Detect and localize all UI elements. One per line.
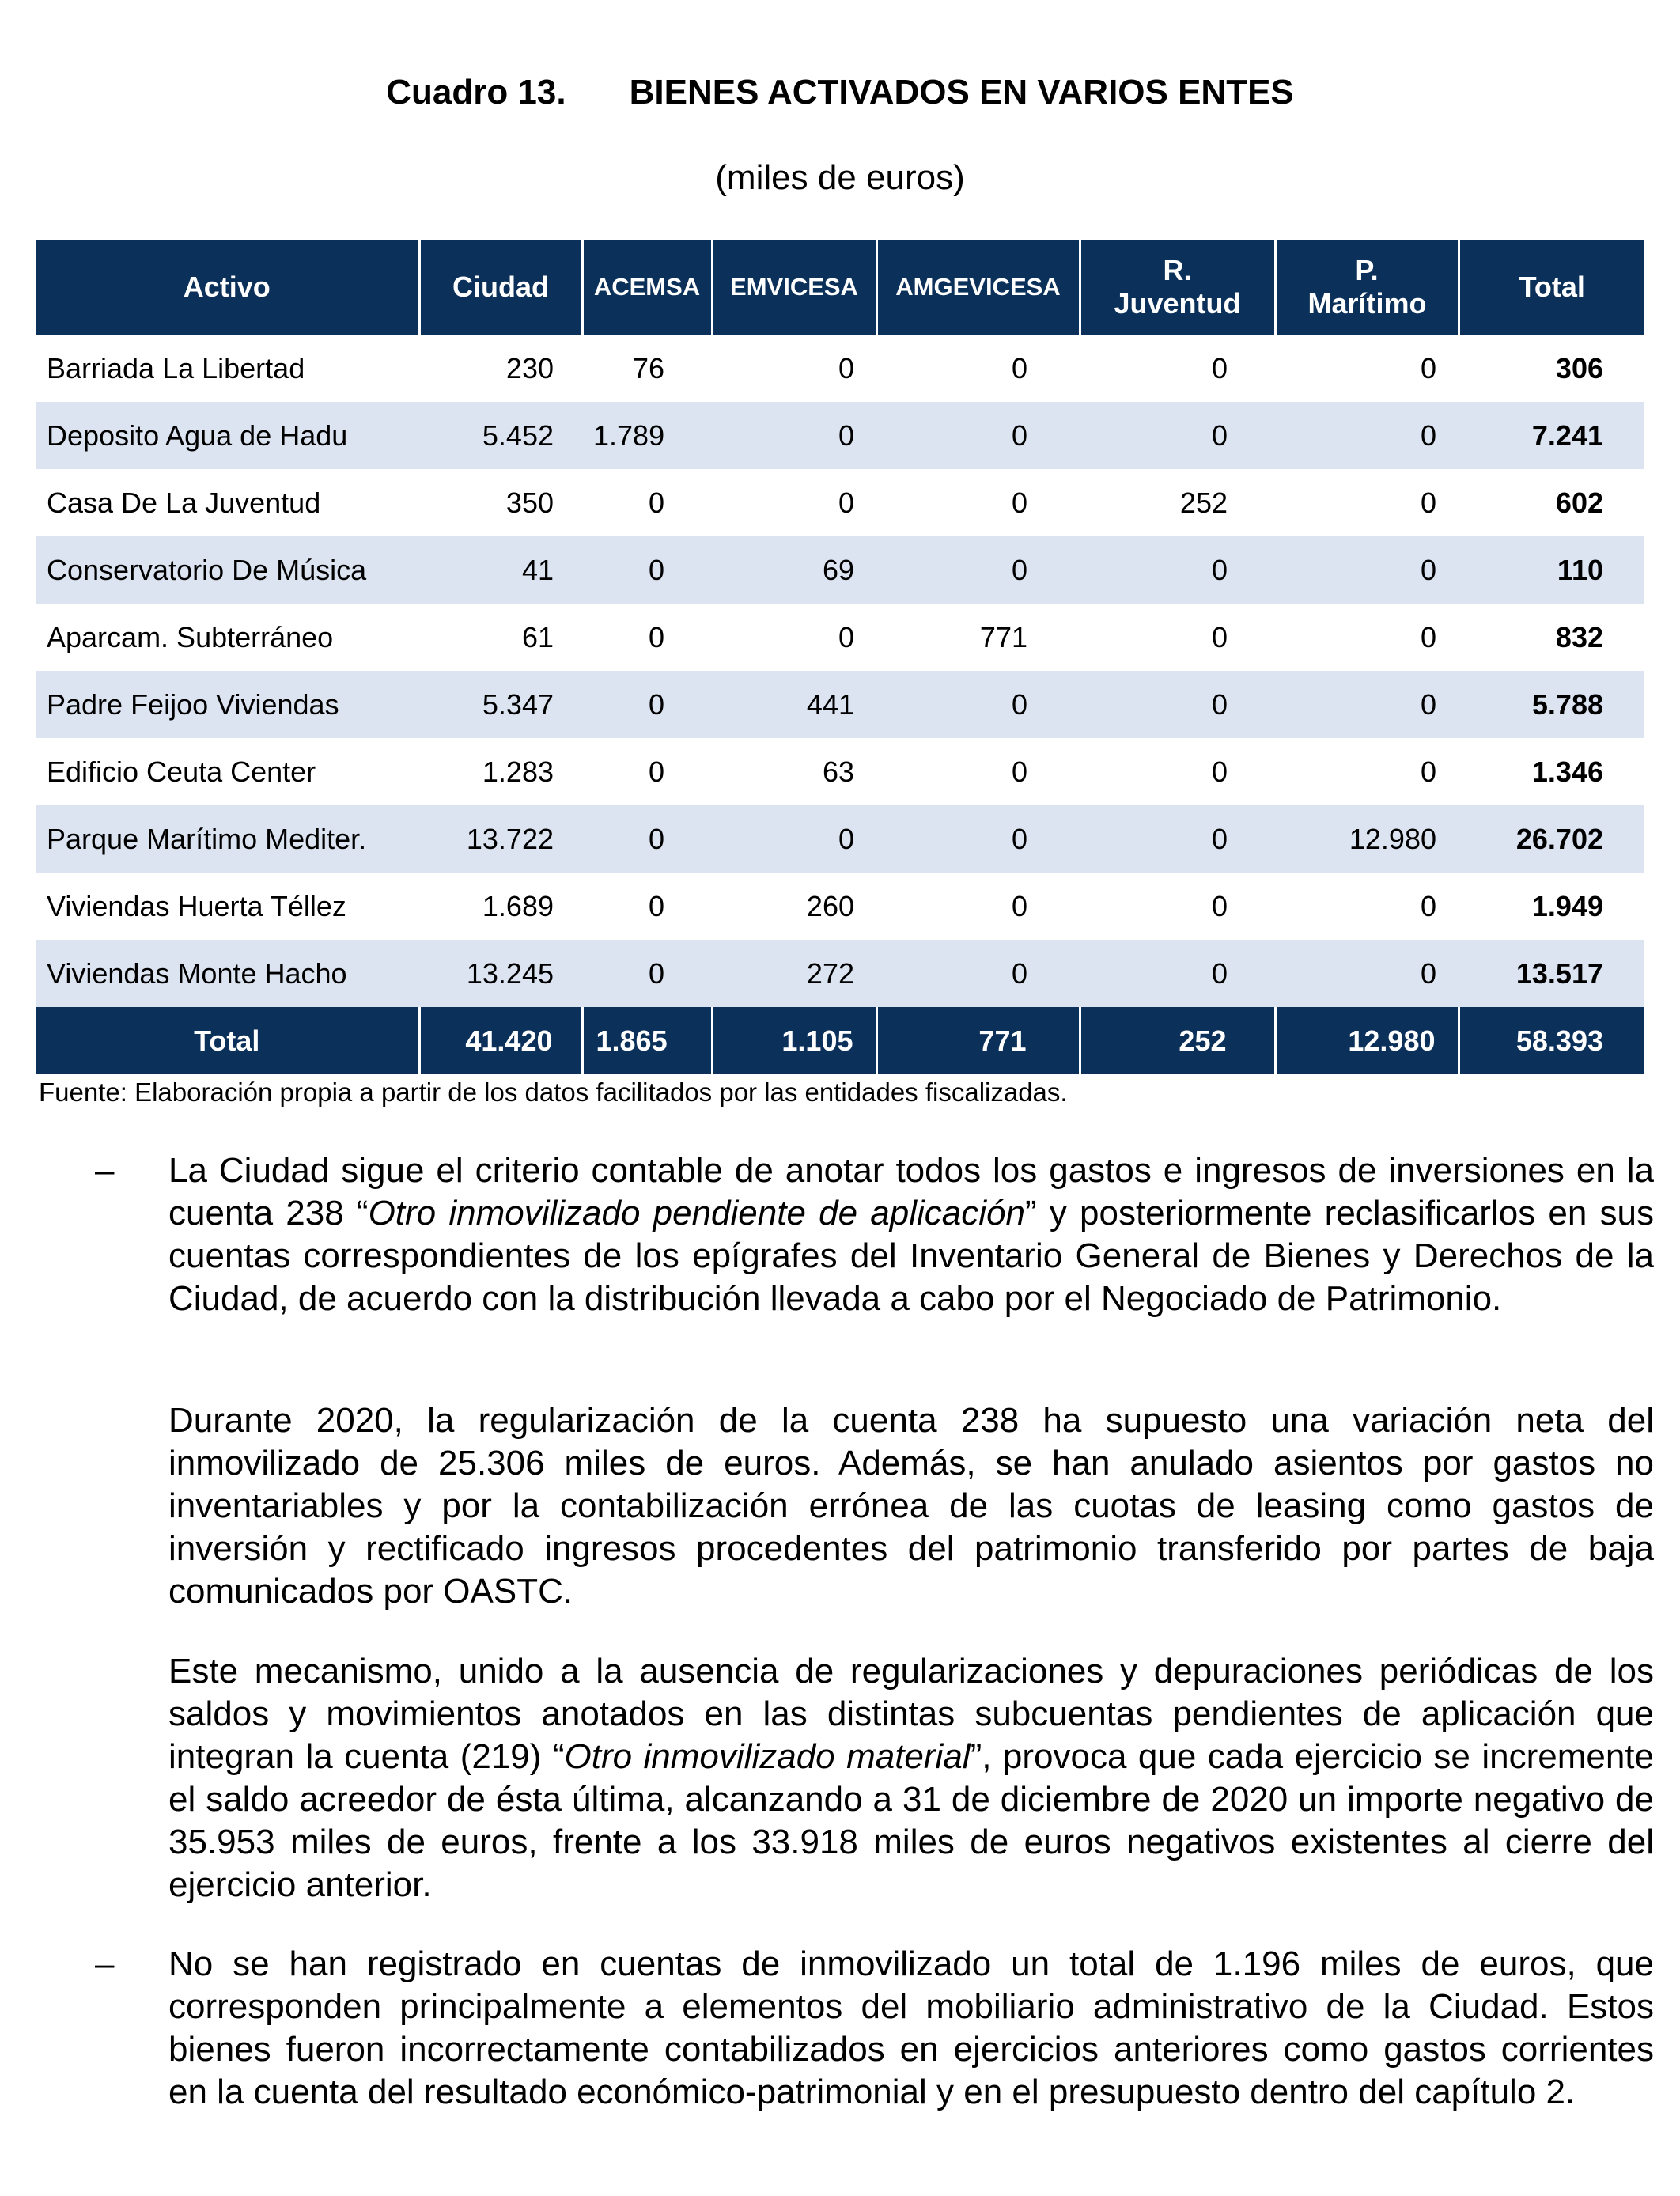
- table-cell: 0: [838, 620, 854, 653]
- row-total-cell: 26.702: [1459, 805, 1644, 873]
- table-cell: 0: [1080, 805, 1275, 873]
- table-cell: 252: [1179, 486, 1228, 519]
- assets-table: [36, 240, 1644, 1074]
- table-row: [36, 671, 1644, 738]
- header-p-maritimo: P. Marítimo: [1275, 240, 1459, 335]
- table-cell: 1.283: [482, 755, 554, 788]
- paragraph-3: [168, 1650, 1654, 1906]
- table-cell: 13.722: [419, 805, 582, 873]
- table-cell: 771: [979, 620, 1027, 653]
- table-cell: 0: [648, 889, 664, 922]
- table-cell: 230: [505, 351, 554, 384]
- table-cell: 0: [582, 805, 712, 873]
- table-cell: 0: [1080, 402, 1275, 469]
- table-cell: 61: [521, 620, 554, 653]
- table-subtitle: (miles de euros): [715, 158, 965, 197]
- table-source-note: Fuente: Elaboración propia a partir de los datos facilitados por las entidades fiscalizadas.: [39, 1077, 1068, 1107]
- row-label: Edificio Ceuta Center: [47, 755, 316, 788]
- table-cell: 0: [838, 486, 854, 519]
- row-total-cell: 5.788: [1459, 671, 1644, 738]
- table-cell: 0: [712, 402, 876, 469]
- table-cell: 0: [1211, 351, 1228, 384]
- table-cell: 0: [1420, 620, 1436, 653]
- table-cell: 0: [582, 536, 712, 604]
- table-cell: 0: [582, 940, 712, 1007]
- header-acemsa: ACEMSA: [582, 240, 712, 335]
- table-cell: 0: [582, 671, 712, 738]
- row-label: Aparcam. Subterráneo: [47, 620, 334, 653]
- table-cell: 0: [1080, 536, 1275, 604]
- header-emvicesa: EMVICESA: [712, 240, 876, 335]
- paragraph-2: Durante 2020, la regularización de la cuenta 238 ha supuesto una variación neta del inmovilizado de 25.306 miles de euros. Además, se han anulado asientos por gastos no inventariables y por la contabilización errónea de las cuotas de leasing como gastos de inversión y rectificado ingresos procedentes del patrimonio transferido por partes de baja comunicados por OASTC.: [168, 1401, 1654, 1611]
- table-cell: 0: [876, 402, 1080, 469]
- total-cell: 771: [876, 1007, 1080, 1074]
- table-cell: 0: [1420, 351, 1436, 384]
- table-cell: 350: [505, 486, 554, 519]
- table-row: [36, 940, 1644, 1007]
- row-label: Deposito Agua de Hadu: [36, 402, 419, 469]
- row-total-cell: 110: [1459, 536, 1644, 604]
- paragraph-3-account-name: Otro inmovilizado material: [564, 1737, 971, 1776]
- row-label: Viviendas Huerta Téllez: [47, 889, 346, 922]
- table-cell: 1.689: [482, 889, 554, 922]
- table-cell: 0: [1211, 620, 1228, 653]
- paragraph-1: [168, 1149, 1654, 1320]
- table-cell: 0: [1420, 755, 1436, 788]
- table-cell: 0: [876, 940, 1080, 1007]
- table-cell: 5.347: [419, 671, 582, 738]
- table-cell: 0: [1275, 536, 1459, 604]
- table-cell: 0: [1080, 940, 1275, 1007]
- table-cell: 272: [712, 940, 876, 1007]
- total-cell: 1.105: [712, 1007, 876, 1074]
- paragraph-3-text-end: ”, provoca que cada ejercicio se incremente el saldo acreedor de ésta última, alcanzando a 31 de diciembre de 2020 un importe negativo de 35.953 miles de euros, frente a los 33.918 miles de euros negativos existentes al cierre del ejercicio anterior.: [168, 1737, 1654, 1904]
- header-r-juventud: R. Juventud: [1080, 240, 1275, 335]
- header-total: Total: [1459, 240, 1644, 335]
- row-label: Barriada La Libertad: [47, 351, 305, 384]
- table-cell: 0: [1275, 671, 1459, 738]
- table-cell: 0: [1080, 671, 1275, 738]
- table-row: [36, 738, 1644, 805]
- table-cell: 76: [632, 351, 664, 384]
- row-total-cell: 1.346: [1531, 755, 1603, 788]
- row-label: Viviendas Monte Hacho: [36, 940, 419, 1007]
- row-label: Conservatorio De Música: [36, 536, 419, 604]
- bullet-dash: –: [95, 1151, 115, 1190]
- table-cell: 0: [648, 755, 664, 788]
- table-cell: 5.452: [419, 402, 582, 469]
- table-row: [36, 604, 1644, 671]
- header-ciudad: Ciudad: [419, 240, 582, 335]
- table-number: Cuadro 13.: [386, 73, 566, 112]
- row-total-cell: 306: [1555, 351, 1603, 384]
- table-row: [36, 873, 1644, 940]
- table-cell: 0: [876, 671, 1080, 738]
- table-cell: 63: [822, 755, 854, 788]
- table-cell: 0: [1011, 351, 1027, 384]
- table-cell: 0: [876, 805, 1080, 873]
- table-cell: 0: [1011, 755, 1027, 788]
- table-cell: 0: [1211, 755, 1228, 788]
- header-amgevicesa: AMGEVICESA: [876, 240, 1080, 335]
- table-cell: 41: [419, 536, 582, 604]
- table-cell: 0: [1420, 889, 1436, 922]
- table-cell: 13.245: [419, 940, 582, 1007]
- table-cell: 0: [1275, 402, 1459, 469]
- total-cell: 41.420: [419, 1007, 582, 1074]
- row-total-cell: 602: [1555, 486, 1603, 519]
- table-header-row: [36, 240, 1644, 335]
- table-cell: 1.789: [582, 402, 712, 469]
- table-cell: 0: [1275, 940, 1459, 1007]
- table-row: [36, 469, 1644, 536]
- table-row: [36, 402, 1644, 469]
- table-cell: 441: [712, 671, 876, 738]
- table-cell: 0: [648, 620, 664, 653]
- paragraph-1-account-name: Otro inmovilizado pendiente de aplicación: [368, 1194, 1025, 1232]
- table-cell: 0: [1211, 889, 1228, 922]
- grand-total-cell: 58.393: [1459, 1007, 1644, 1074]
- total-cell: 1.865: [582, 1007, 712, 1074]
- table-cell: 0: [648, 486, 664, 519]
- table-caption: [0, 73, 1680, 112]
- table-cell: 12.980: [1275, 805, 1459, 873]
- table-cell: 0: [838, 351, 854, 384]
- table-row: [36, 805, 1644, 873]
- total-cell: 12.980: [1275, 1007, 1459, 1074]
- table-row: [36, 335, 1644, 402]
- row-label: Casa De La Juventud: [47, 486, 321, 519]
- total-cell: 252: [1080, 1007, 1275, 1074]
- paragraph-4: No se han registrado en cuentas de inmovilizado un total de 1.196 miles de euros, que corresponden principalmente a elementos del mobiliario administrativo de la Ciudad. Estos bienes fueron incorrectamente contabilizados en ejercicios anteriores como gastos corrientes en la cuenta del resultado económico-patrimonial y en el presupuesto dentro del capítulo 2.: [168, 1944, 1654, 2111]
- row-total-cell: 13.517: [1459, 940, 1644, 1007]
- header-activo: Activo: [36, 240, 419, 335]
- table-title: BIENES ACTIVADOS EN VARIOS ENTES: [629, 73, 1294, 112]
- row-total-cell: 832: [1555, 620, 1603, 653]
- table-cell: 0: [712, 805, 876, 873]
- table-cell: 0: [1011, 486, 1027, 519]
- table-cell: 0: [1420, 486, 1436, 519]
- row-label: Parque Marítimo Mediter.: [36, 805, 419, 873]
- row-label: Padre Feijoo Viviendas: [36, 671, 419, 738]
- paragraph-3-text: Este mecanismo, unido a la ausencia de regularizaciones y depuraciones periódicas de los saldos y movimientos anotados en las distintas subcuentas pendientes de aplicación que integran la cuenta (219) “: [168, 1652, 1654, 1776]
- table-cell: 69: [712, 536, 876, 604]
- total-label: Total: [36, 1007, 419, 1074]
- row-total-cell: 1.949: [1531, 889, 1603, 922]
- row-total-cell: 7.241: [1459, 402, 1644, 469]
- paragraph-1-text-end: ” y posteriormente reclasificarlos en sus cuentas correspondientes de los epígrafes del Inventario General de Bienes y Derechos de la Ciudad, de acuerdo con la distribución llevada a cabo por el Negociado de Patrimonio.: [168, 1194, 1655, 1318]
- table-cell: 260: [806, 889, 854, 922]
- table-total-row: [36, 1007, 1644, 1074]
- table-cell: 0: [876, 536, 1080, 604]
- paragraph-1-text: La Ciudad sigue el criterio contable de anotar todos los gastos e ingresos de inversiones en la cuenta 238 “: [168, 1151, 1654, 1232]
- bullet-dash: –: [95, 1944, 115, 1983]
- table-cell: 0: [1011, 889, 1027, 922]
- table-row: [36, 536, 1644, 604]
